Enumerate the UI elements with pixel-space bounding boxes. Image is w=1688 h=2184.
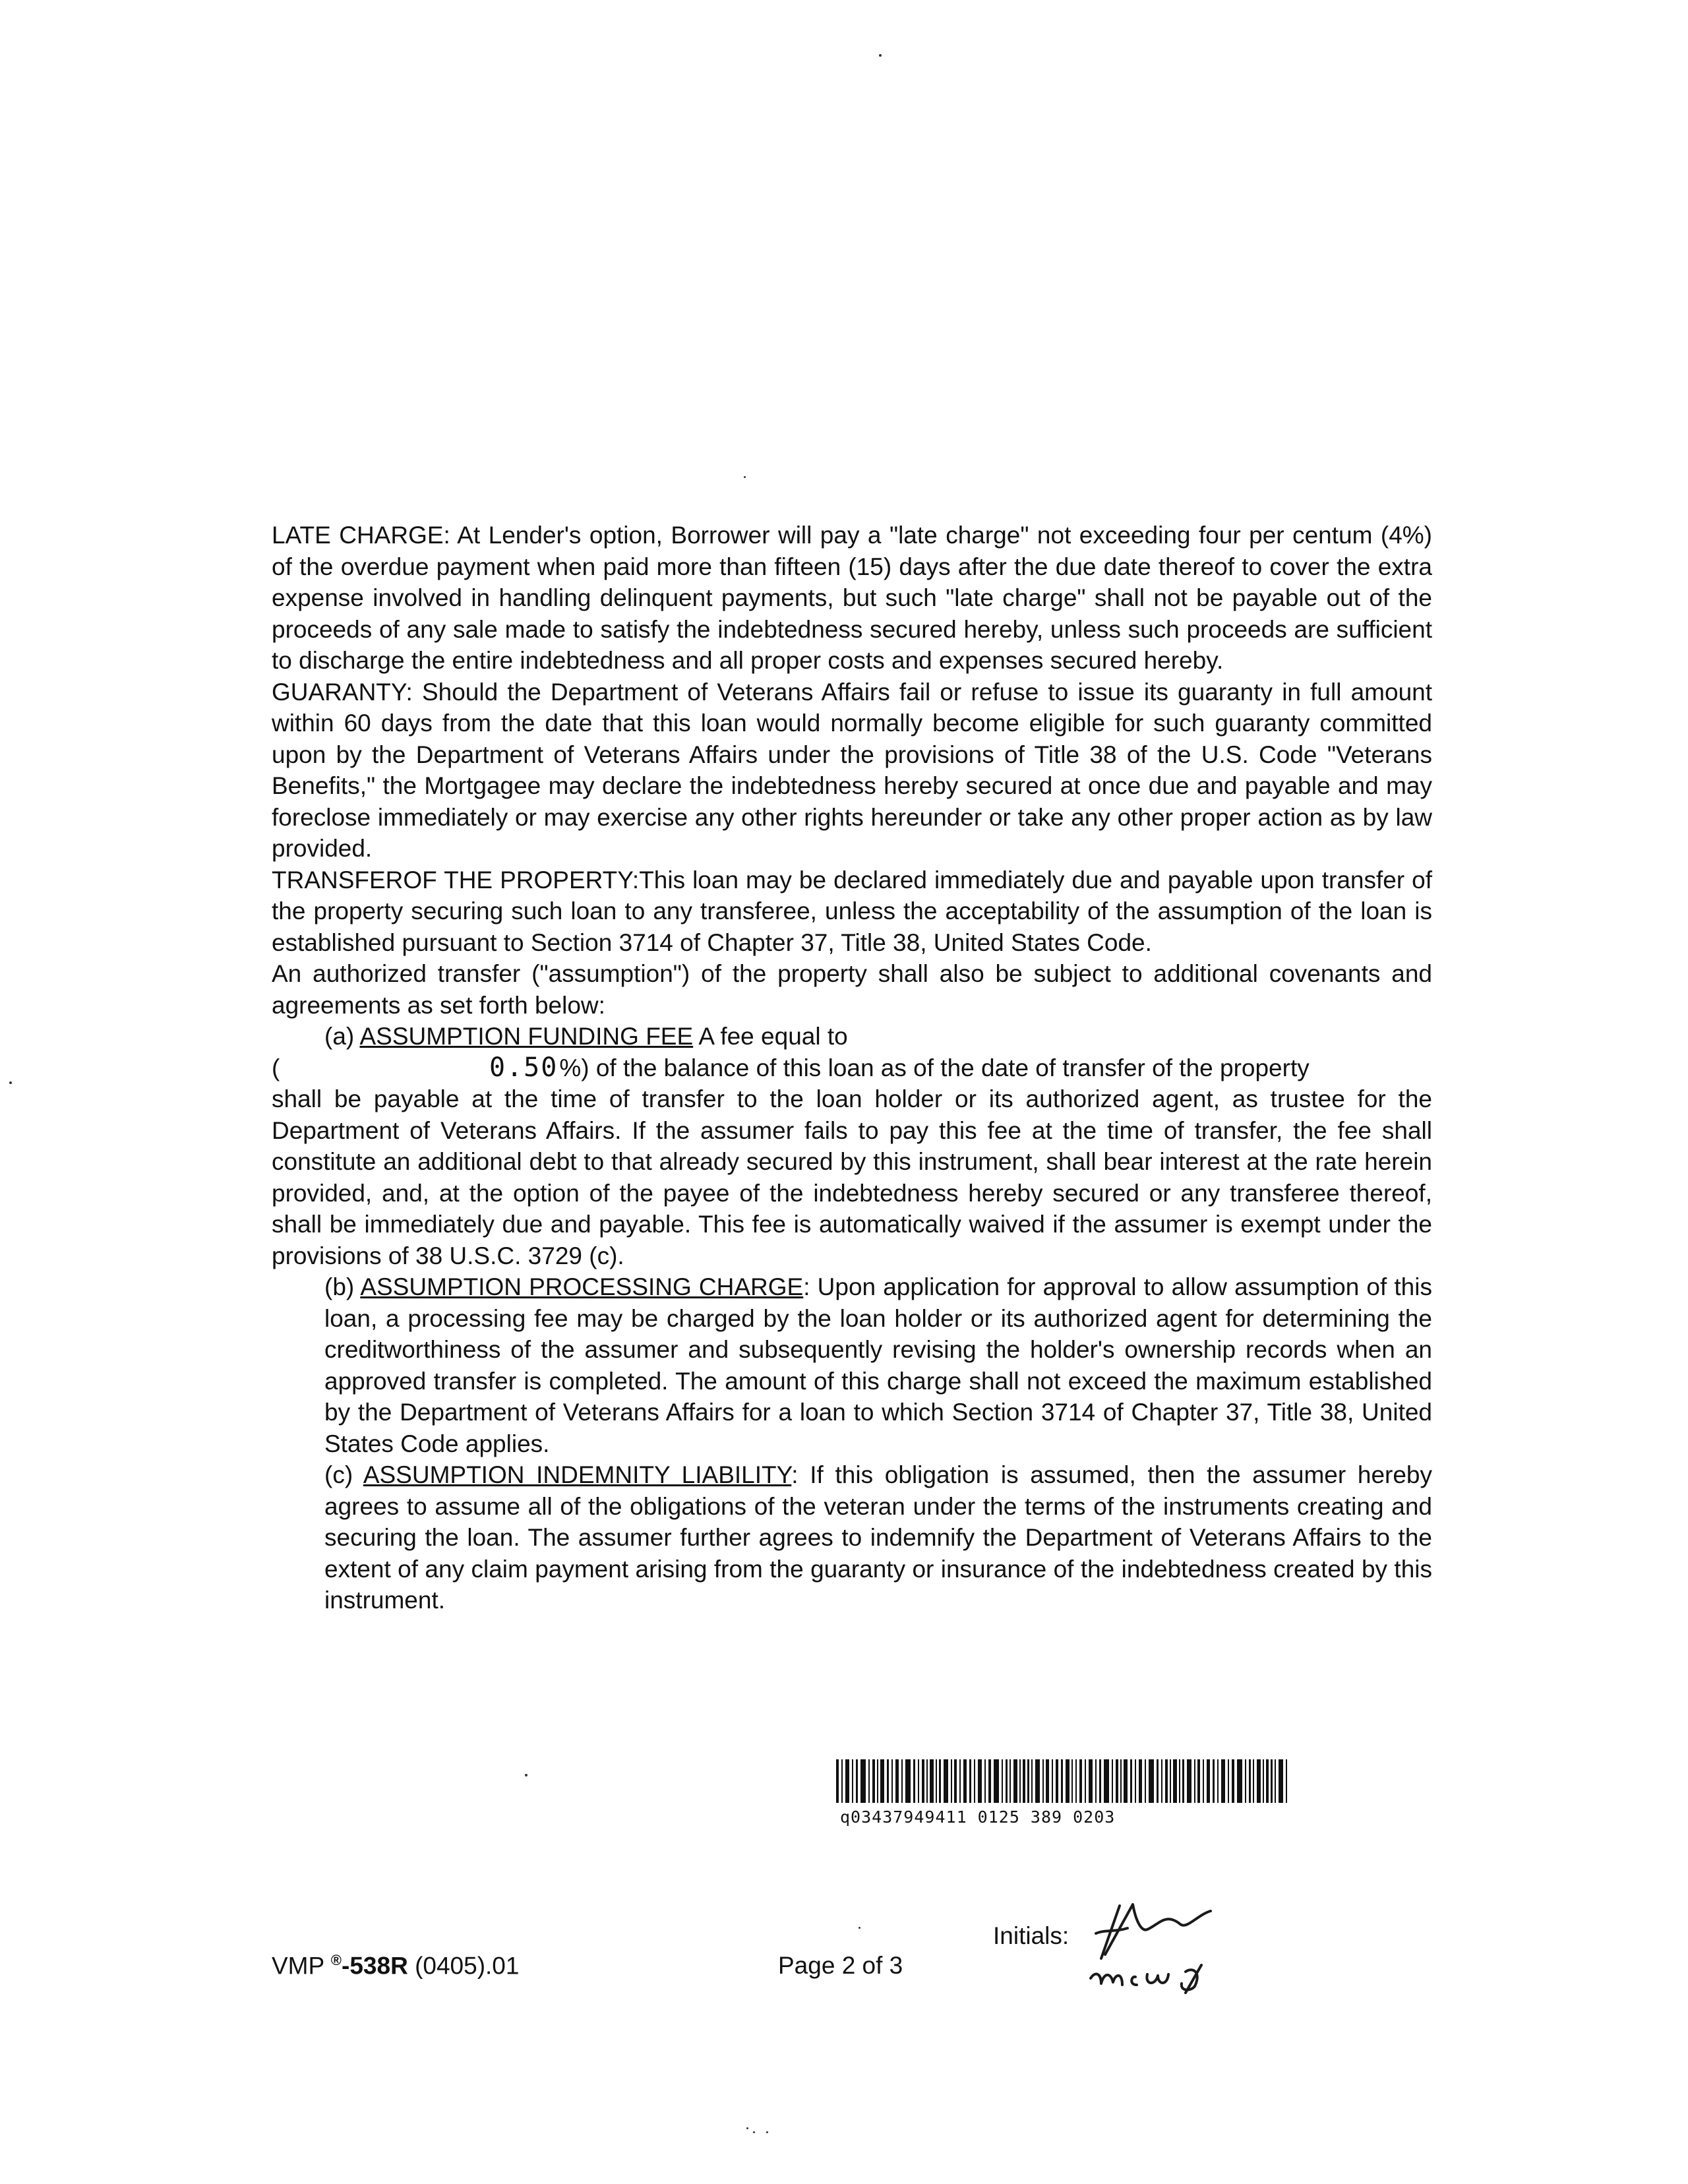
barcode-bar [1027,1759,1029,1803]
page-number: Page 2 of 3 [778,1952,903,1979]
barcode-bar [1023,1759,1025,1803]
barcode-bar [1079,1759,1082,1803]
barcode-bar [1089,1759,1093,1803]
barcode-bar [951,1759,952,1803]
barcode-bar [877,1759,878,1803]
barcode-bar [841,1759,843,1803]
barcode-bar [954,1759,957,1803]
barcode-bar [1197,1759,1200,1803]
scan-speck [766,2131,768,2133]
section-c-heading: ASSUMPTION INDEMNITY LIABILITY [363,1461,792,1488]
barcode-bar [1075,1759,1077,1803]
section-b-prefix: (b) [324,1273,361,1300]
barcode-bar [1046,1759,1049,1803]
section-c-paragraph [272,1459,1432,1616]
barcode-bar [868,1759,870,1803]
barcode-bar [988,1759,991,1803]
barcode-bar [1124,1759,1128,1803]
barcode-bar [1019,1759,1021,1803]
barcode-bar [860,1759,866,1803]
barcode-bar [1010,1759,1011,1803]
section-a-heading: ASSUMPTION FUNDING FEE [359,1023,694,1050]
transfer-paragraph: TRANSFEROF THE PROPERTY:This loan may be declared immediately due and payable upon transfer of the property securing such loan to any transferee, unless the acceptability of the assumption of the loan is established pursuant to Section 3714 of Chapter 37, Title 38, United States Code. [272,866,1432,956]
scan-speck [9,1081,12,1084]
barcode-bar [872,1759,875,1803]
barcode-bar [1085,1759,1086,1803]
barcode-bar [1263,1759,1264,1803]
barcode-bar [984,1759,986,1803]
section-c-body: : If this obligation is assumed, then the assumer hereby agrees to assume all of the obligations of the veteran under the terms of the instruments creating and securing the loan. The assumer further agrees to indemnify the Department of Veterans Affairs to the extent of any claim payment arising from the guaranty or insurance of the indebtedness created by this instrument. [324,1461,1432,1614]
barcode-bar [926,1759,928,1803]
barcode-bar [959,1759,961,1803]
initials-label: Initials: [993,1922,1070,1949]
barcode-bar [1249,1759,1251,1803]
barcode-bar [1071,1759,1073,1803]
document-body [272,520,1432,1616]
barcode-bar [1120,1759,1122,1803]
section-c-prefix: (c) [324,1461,363,1488]
barcode-bar [1130,1759,1132,1803]
fee-suffix: %) of the balance of this loan as of the date of transfer of the property [559,1054,1310,1081]
barcode-bar [1066,1759,1070,1803]
barcode-bar [1099,1759,1101,1803]
barcode-bar [1165,1759,1168,1803]
barcode-bar [836,1759,839,1803]
barcode-bar [1173,1759,1177,1803]
fee-open-paren: ( [272,1054,280,1081]
barcode-bar [1061,1759,1063,1803]
barcode-bar [1135,1759,1136,1803]
barcode-bar [944,1759,948,1803]
barcode-bar [887,1759,889,1803]
barcode-bar [1161,1759,1162,1803]
registered-mark: ® [330,1952,342,1968]
section-b-heading: ASSUMPTION PROCESSING CHARGE [360,1273,804,1300]
handwritten-initials [1081,1893,1240,1998]
section-a-lead-text: A fee equal to [693,1023,848,1050]
barcode-bar [891,1759,893,1803]
barcode-bar [895,1759,899,1803]
barcode-bar [845,1759,849,1803]
barcode-bar [1052,1759,1053,1803]
guaranty-paragraph: GUARANTY: Should the Department of Veterans Affairs fail or refuse to issue its guaranty in full amount within 60 days from the date that this loan would normally become eligible for such guaranty committed upon by the Department of Veterans Affairs under the provisions of Title 38 of the U.S. Code "Veterans Benefits," the Mortgagee may declare the indebtedness hereby secured at once due and payable and may foreclose immediately or may exercise any other rights hereunder or take any other proper action as by law provided. [272,678,1432,862]
barcode-bar [1002,1759,1003,1803]
barcode-bar [1187,1759,1191,1803]
late-charge-paragraph: LATE CHARGE: At Lender's option, Borrower will pay a "late charge" not exceeding four per centum (4%) of the overdue payment when paid more than fifteen (15) days after the due date thereof to cover the extra expense involved in handling delinquent payments, but such "late charge" shall not be payable out of the proceeds of any sale made to satisfy the indebtedness secured hereby, unless such proceeds are sufficient to discharge the entire indebtedness and all proper costs and expenses secured hereby. [272,522,1432,674]
barcode-bar [1266,1759,1269,1803]
barcode-bar [930,1759,934,1803]
form-prefix: VMP [272,1952,331,1980]
barcode-bar [1157,1759,1159,1803]
barcode-bar [939,1759,941,1803]
barcode-bar [1182,1759,1184,1803]
barcode-bar [1006,1759,1008,1803]
barcode-bar [1228,1759,1229,1803]
barcode-bar [918,1759,919,1803]
barcode-bar [1104,1759,1109,1803]
scan-speck [746,2127,748,2129]
barcode-bar [1221,1759,1225,1803]
authorized-transfer-paragraph: An authorized transfer ("assumption") of the property shall also be subject to additional covenants and agreements as set forth below: [272,960,1432,1019]
barcode-bar [1253,1759,1254,1803]
barcode-bars [836,1759,1291,1803]
barcode-bar [1279,1759,1283,1803]
fee-line [272,1052,1432,1084]
barcode-bar [1203,1759,1204,1803]
barcode-bar [1271,1759,1273,1803]
form-suffix: (0405).01 [407,1952,520,1980]
barcode-bar [1179,1759,1180,1803]
barcode-bar [963,1759,967,1803]
barcode-bar [994,1759,999,1803]
barcode-bar [978,1759,982,1803]
barcode-bar [1145,1759,1146,1803]
barcode-bar [1213,1759,1215,1803]
barcode-bar [901,1759,903,1803]
fee-value: 0.50 [489,1052,558,1083]
barcode-bar [913,1759,915,1803]
barcode-bar [1112,1759,1113,1803]
scan-speck [525,1774,528,1776]
barcode-bar [1232,1759,1234,1803]
form-code [272,1952,519,1980]
barcode-bar [1056,1759,1058,1803]
form-code-number: -538R [342,1952,408,1980]
barcode-number: q03437949411 0125 389 0203 [840,1807,1116,1827]
barcode-bar [1013,1759,1017,1803]
barcode [836,1759,1298,1827]
barcode-bar [1042,1759,1044,1803]
scan-speck [744,476,746,478]
scan-speck [859,1927,860,1929]
barcode-bar [1237,1759,1242,1803]
barcode-bar [852,1759,853,1803]
barcode-bar [969,1759,971,1803]
barcode-bar [1286,1759,1287,1803]
barcode-bar [905,1759,911,1803]
barcode-bar [1149,1759,1154,1803]
section-b-paragraph [272,1271,1432,1459]
barcode-bar [856,1759,858,1803]
barcode-bar [936,1759,937,1803]
barcode-bar [880,1759,884,1803]
barcode-bar [1170,1759,1171,1803]
barcode-bar [922,1759,924,1803]
barcode-bar [1194,1759,1195,1803]
section-a-lead [272,1021,1432,1052]
scan-speck [753,2131,755,2133]
barcode-bar [1031,1759,1033,1803]
scan-speck [879,54,882,57]
barcode-bar [1275,1759,1276,1803]
section-a-body: shall be payable at the time of transfer to the loan holder or its authorized agent, as trustee for the Department of Veterans Affairs. If the assumer fails to pay this fee at the time of transfer, the fee shall constitute an additional debt to that already secured by this instrument, shall bear interest at the rate herein provided, and, at the option of the payee of the indebtedness hereby secured or any transferee thereof, shall be immediately due and payable. This fee is automatically waived if the assumer is exempt under the provisions of 38 U.S.C. 3729 (c). [272,1085,1432,1269]
barcode-bar [1257,1759,1261,1803]
barcode-bar [1035,1759,1040,1803]
barcode-bar [1116,1759,1118,1803]
barcode-bar [1139,1759,1142,1803]
barcode-bar [1095,1759,1097,1803]
barcode-bar [974,1759,975,1803]
barcode-bar [1245,1759,1246,1803]
barcode-bar [1217,1759,1219,1803]
section-a-prefix: (a) [324,1023,360,1050]
barcode-bar [1207,1759,1210,1803]
section-b-body: : Upon application for approval to allow assumption of this loan, a processing fee may be charged by the loan holder or its authorized agent for determining the creditworthiness of the assumer and subsequently revising the holder's ownership records when an approved transfer is completed. The amount of this charge shall not exceed the maximum established by the Department of Veterans Affairs for a loan to which Section 3714 of Chapter 37, Title 38, United States Code applies. [324,1273,1432,1457]
